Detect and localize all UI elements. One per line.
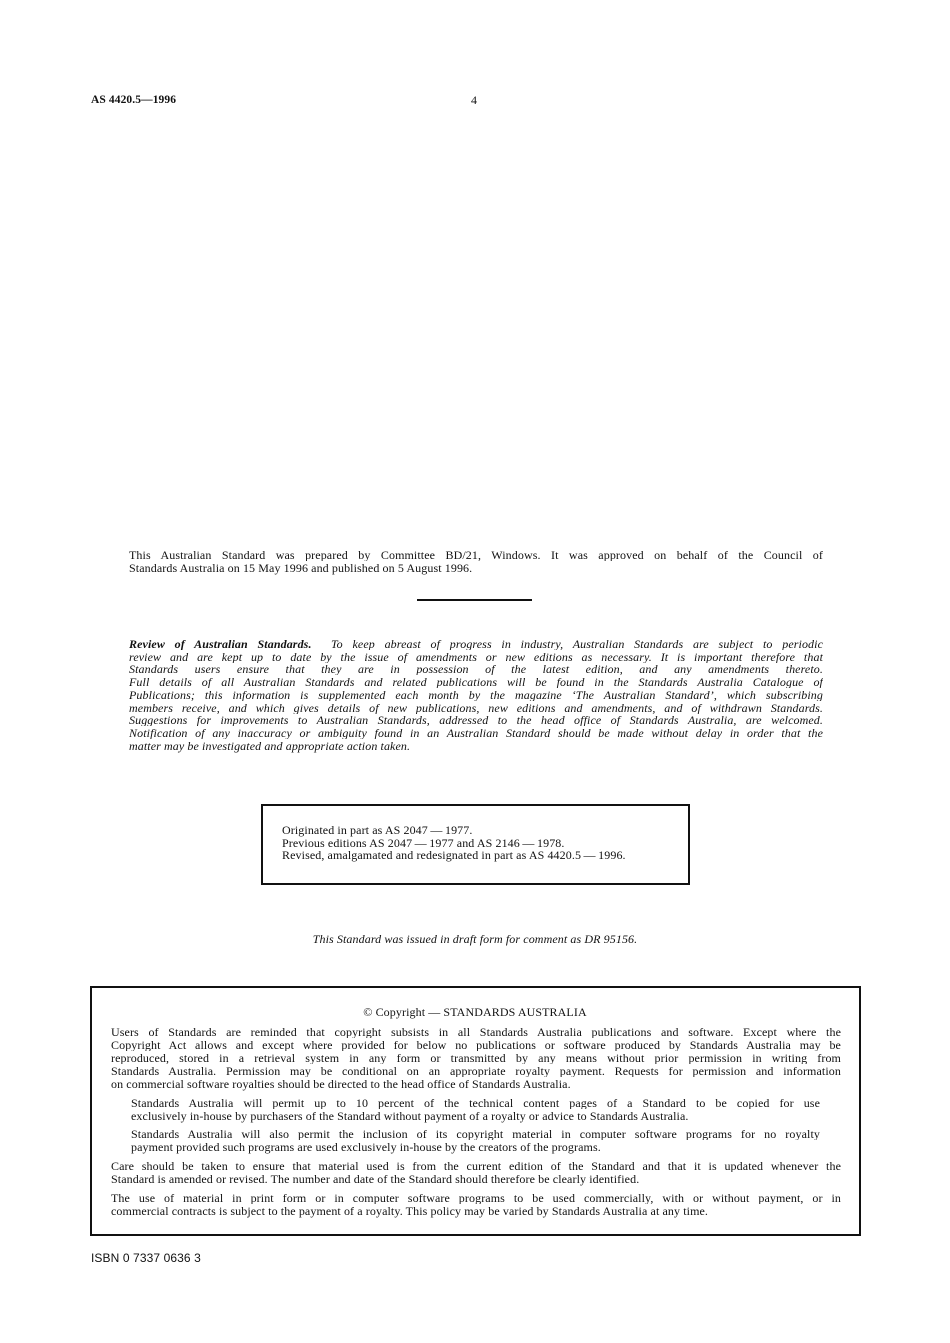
text-line: The use of material in print form or in computer software programs to be used commercially, with or without payment, or in [111, 1192, 841, 1204]
draft-note: This Standard was issued in draft form for comment as DR 95156. [312, 932, 638, 946]
text-line: Previous editions AS 2047 — 1977 and AS 2146 — 1978. [282, 835, 565, 850]
text-line: review and are kept up to date by the issue of amendments or new editions as necessary. It is important therefore that [129, 650, 823, 663]
review-first-line-wrap [129, 638, 823, 650]
text-line: exclusively in-house by purchasers of the Standard without payment of a royalty or advice to Standards Australia. [131, 1108, 689, 1123]
text-line: Standards Australia. Permission may be conditional on an appropriate royalty payment. Requests for permission and information [111, 1064, 841, 1077]
text-line: This Australian Standard was prepared by Committee BD/21, Windows. It was approved on behalf of the Council of [129, 549, 823, 561]
isbn: ISBN 0 7337 0636 3 [91, 1251, 201, 1265]
text-line: on commercial software royalties should be directed to the head office of Standards Australia. [111, 1076, 571, 1091]
divider-rule [417, 599, 532, 601]
text-line: Standards users ensure that they are in possession of the latest edition, and any amendments thereto. [129, 663, 823, 676]
copyright-title: © Copyright — STANDARDS AUSTRALIA [363, 1005, 587, 1019]
text-line: commercial contracts is subject to the payment of a royalty. This policy may be varied by Standards Australia at any time. [111, 1203, 709, 1218]
text-line: Suggestions for improvements to Australian Standards, addressed to the head office of Standards Australia, are welcomed. [129, 714, 823, 727]
text-line: members receive, and which gives details of new publications, new editions and amendments, and of withdrawn Standards. [129, 701, 823, 714]
text-line: matter may be investigated and appropriate action taken. [129, 738, 411, 753]
text-line: Revised, amalgamated and redesignated in part as AS 4420.5 — 1996. [282, 848, 626, 863]
text-line: Users of Standards are reminded that copyright subsists in all Standards Australia publications and software. Except where the [111, 1026, 841, 1038]
text-line: Copyright Act allows and except where provided for below no publications or software produced by Standards Australia may be [111, 1038, 841, 1051]
text-line: Care should be taken to ensure that material used is from the current edition of the Standard and that it is updated whenever the [111, 1160, 841, 1172]
text-line: Standards Australia will permit up to 10 percent of the technical content pages of a Standard to be copied for use [131, 1097, 820, 1109]
text-line: Publications; this information is supplemented each month by the magazine ‘The Australian Standard’, which subscribing [129, 688, 823, 701]
text-line: payment provided such programs are used exclusively in-house by the creators of the programs. [131, 1139, 601, 1154]
standard-number: AS 4420.5—1996 [91, 94, 177, 106]
review-first-line: To keep abreast of progress in industry, Australian Standards are subject to periodic [330, 638, 823, 650]
text-line: Standards Australia will also permit the inclusion of its copyright material in computer software programs for no royalty [131, 1128, 820, 1140]
text-line: Originated in part as AS 2047 — 1977. [282, 823, 473, 837]
review-title: Review of Australian Standards. [129, 638, 312, 650]
text-line: Notification of any inaccuracy or ambiguity found in an Australian Standard should be made without delay in order that the [129, 726, 823, 739]
text-line: Standard is amended or revised. The number and date of the Standard should therefore be clearly identified. [111, 1171, 640, 1186]
text-line: reproduced, stored in a retrieval system in any form or transmitted by any means without prior permission in writing from [111, 1051, 841, 1064]
text-line: Standards Australia on 15 May 1996 and published on 5 August 1996. [129, 560, 473, 575]
text-line: Full details of all Australian Standards and related publications will be found in the Standards Australia Catalogue of [129, 676, 823, 689]
page-number: 4 [471, 93, 478, 107]
